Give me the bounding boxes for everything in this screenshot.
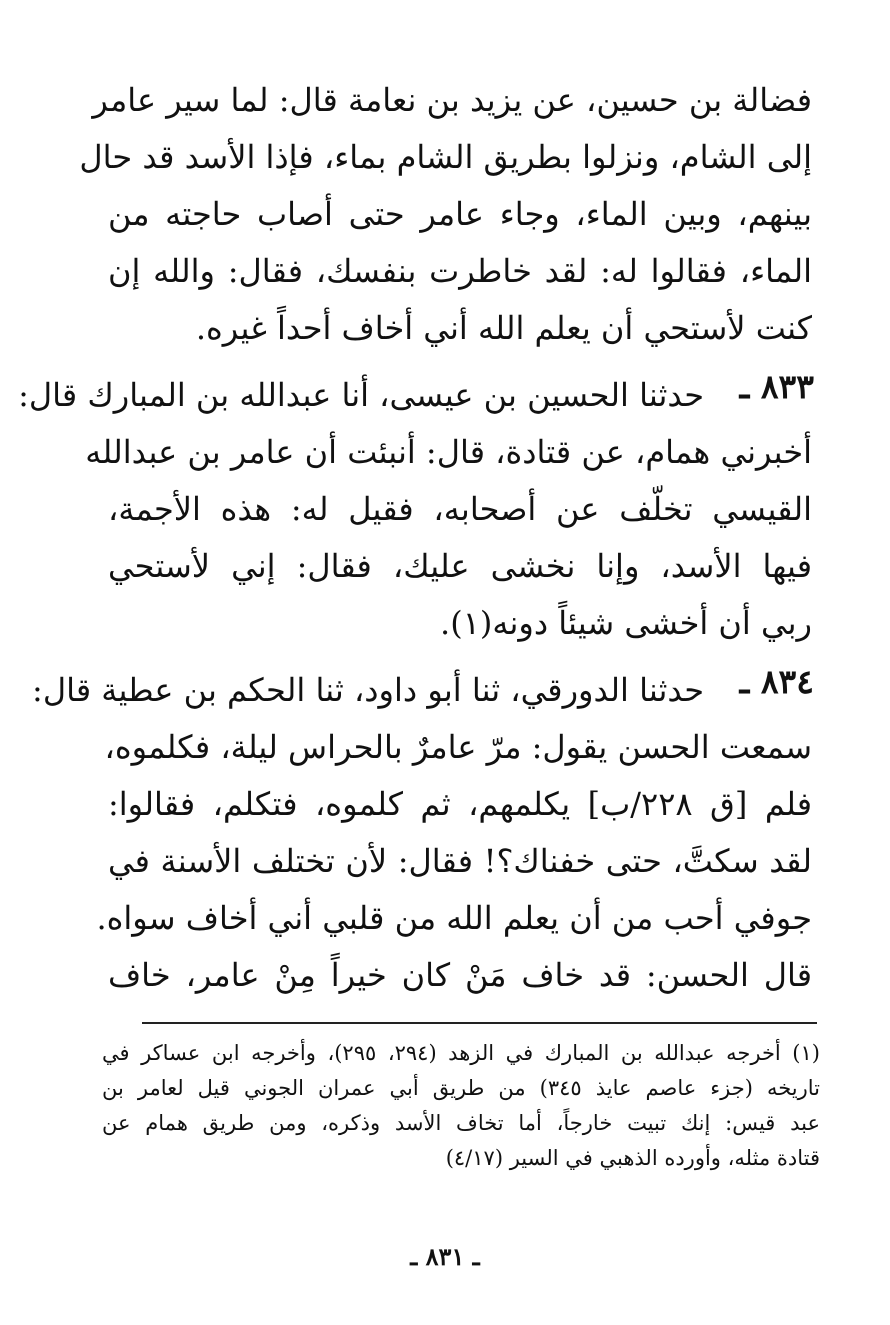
footnote-divider [142,1022,817,1024]
text-line: ربي أن أخشى شيئاً دونه(١). [440,604,812,642]
text-line: سمعت الحسن يقول: مرّ عامرٌ بالحراس ليلة، فكلموه، [104,728,812,766]
text-line: جوفي أحب من أن يعلم الله من قلبي أني أخاف سواه. [96,899,812,937]
text-line: فلم [ق ٢٢٨/ب] يكلمهم، ثم كلموه، فتكلم، فقالوا: [108,785,813,823]
hadith-entry-834 [32,662,814,947]
text-line: لقد سكتَّ، حتى خفناك؟! فقال: لأن تختلف الأسنة في [108,842,812,880]
footnote-line: عبد قيس: إنك تبيت خارجاً، أما تخاف الأسد وذكره، ومن طريق همام عن [102,1111,820,1135]
passage-continuation [79,72,812,357]
text-line: فيها الأسد، وإنا نخشى عليك، فقال: إني لأستحي [108,547,813,585]
closing-line: قال الحسن: قد خاف مَنْ كان خيراً مِنْ عامر، خاف [108,956,812,994]
text-line: الماء، فقالوا له: لقد خاطرت بنفسك، فقال: والله إن [108,252,812,290]
text-line: أخبرني همام، عن قتادة، قال: أنبئت أن عامر بن عبدالله [85,433,812,471]
text-line: كنت لأستحي أن يعلم الله أني أخاف أحداً غيره. [195,309,812,347]
page-number: ـ ٨٣١ ـ [410,1242,480,1271]
footnote-line: (١) أخرجه عبدالله بن المبارك في الزهد (٢٩٤، ٢٩٥)، وأخرجه ابن عساكر في [102,1041,820,1065]
main-text-block [18,72,814,1004]
text-line: حدثنا الحسين بن عيسى، أنا عبدالله بن المبارك قال: [18,376,704,414]
text-line: القيسي تخلّف عن أصحابه، فقيل له: هذه الأجمة، [108,490,812,528]
text-line: فضالة بن حسين، عن يزيد بن نعامة قال: لما سير عامر [92,81,812,119]
text-line: إلى الشام، ونزلوا بطريق الشام بماء، فإذا الأسد قد حال [79,138,812,176]
text-line: حدثنا الدورقي، ثنا أبو داود، ثنا الحكم بن عطية قال: [32,671,704,709]
footnote-line: قتادة مثله، وأورده الذهبي في السير (٤/١٧) [445,1146,820,1170]
hadith-entry-833 [18,367,814,652]
footnote-line: تاريخه (جزء عاصم عايذ ٣٤٥) من طريق أبي عمران الجوني قيل لعامر بن [102,1076,820,1100]
footnote-block [102,1036,820,1176]
text-line: بينهم، وبين الماء، وجاء عامر حتى أصاب حاجته من [108,195,812,233]
entry-number: ٨٣٤ ـ [739,662,814,701]
entry-number: ٨٣٣ ـ [739,367,814,406]
